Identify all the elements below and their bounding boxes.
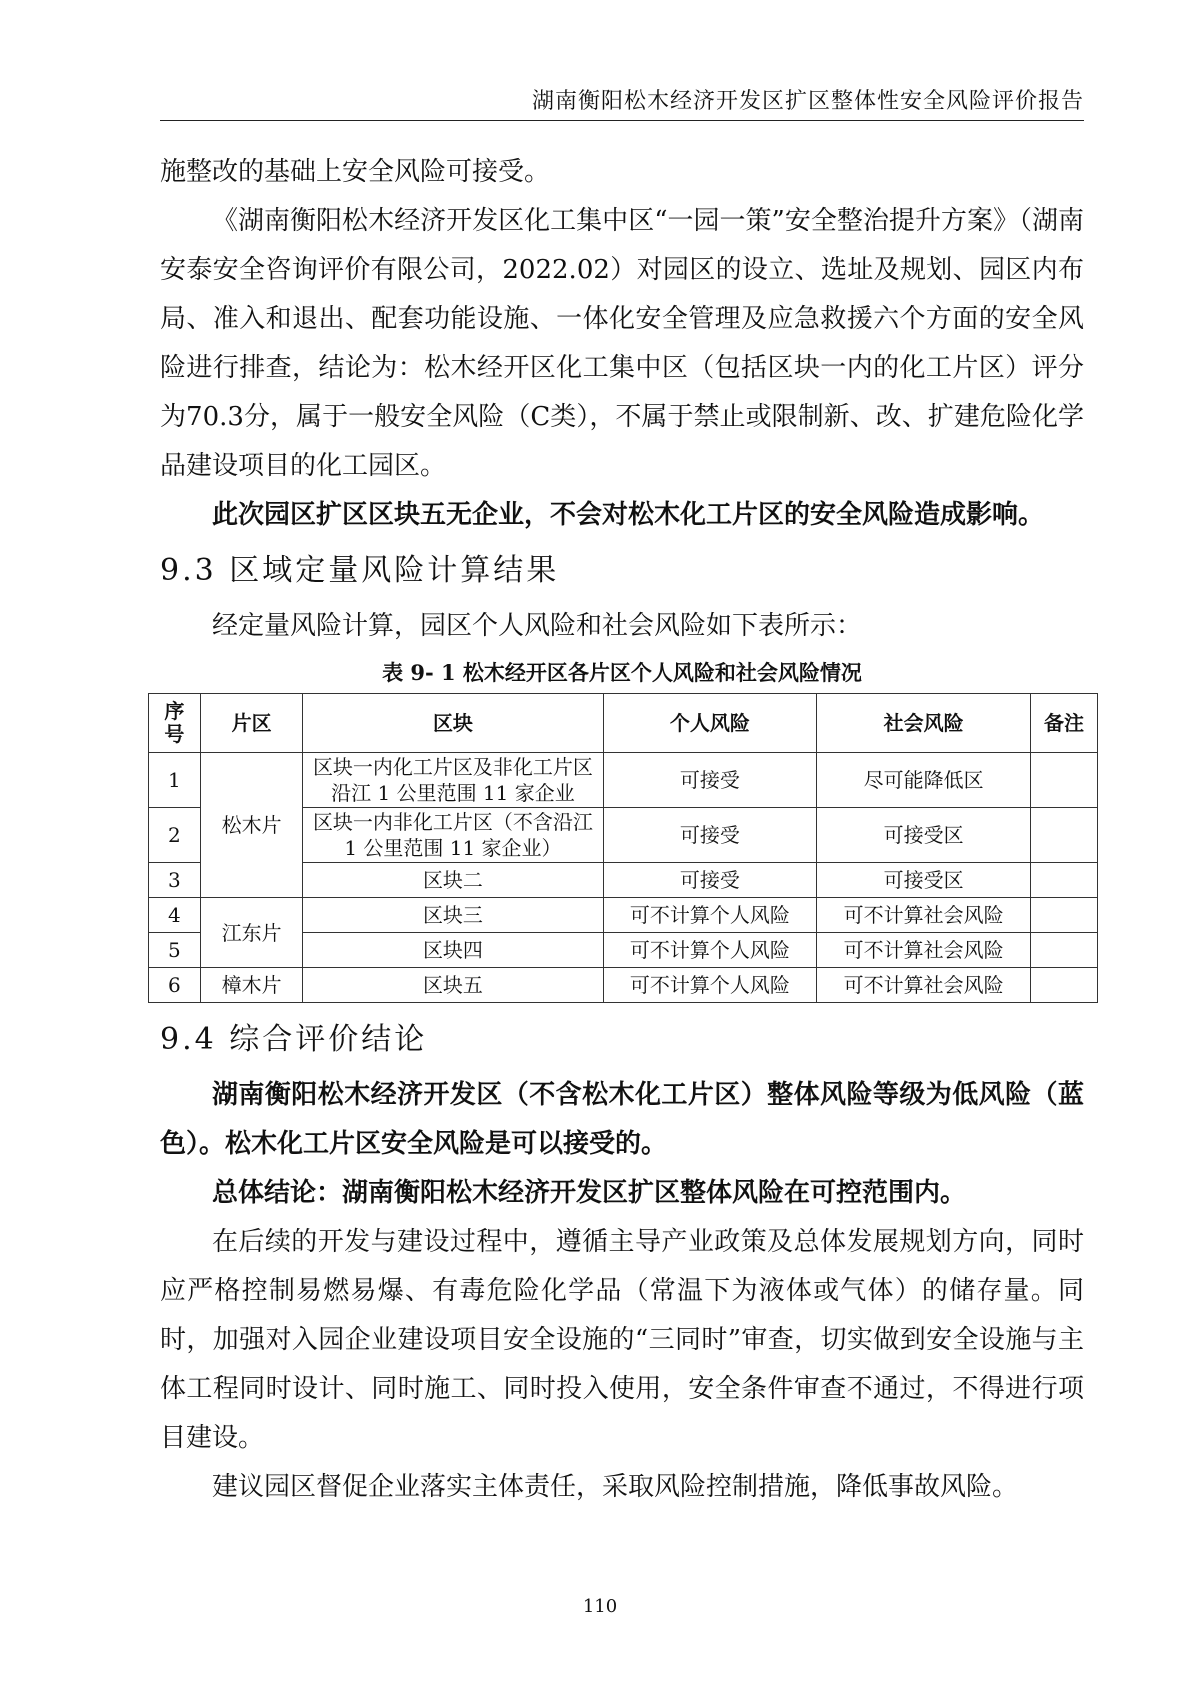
cell-seq: 3 [149, 863, 201, 898]
cell-social-risk: 可接受区 [817, 863, 1031, 898]
cell-individual-risk: 可接受 [603, 753, 817, 808]
cell-remark [1031, 753, 1098, 808]
cell-zone: 松木片 [200, 753, 303, 898]
cell-individual-risk: 可接受 [603, 863, 817, 898]
paragraph-risk-level: 湖南衡阳松木经济开发区（不含松木化工片区）整体风险等级为低风险（蓝色）。松木化工片区安全风险是可以接受的。 [160, 1080, 1084, 1159]
cell-social-risk: 可不计算社会风险 [817, 968, 1031, 1003]
cell-individual-risk: 可不计算个人风险 [603, 968, 817, 1003]
cell-social-risk: 尽可能降低区 [817, 753, 1031, 808]
cell-seq: 2 [149, 808, 201, 863]
page-content [160, 148, 1084, 1512]
cell-block: 区块一内化工片区及非化工片区沿江 1 公里范围 11 家企业 [303, 753, 603, 808]
cell-social-risk: 可不计算社会风险 [817, 898, 1031, 933]
table-caption: 表 9- 1 松木经开区各片区个人风险和社会风险情况 [382, 660, 862, 685]
table-row [149, 968, 1098, 1003]
header-block: 区块 [303, 694, 603, 753]
section-heading-9-4: 9.4 综合评价结论 [160, 1022, 428, 1057]
paragraph-control-measures: 在后续的开发与建设过程中，遵循主导产业政策及总体发展规划方向，同时应严格控制易燃易爆、有毒危险化学品（常温下为液体或气体）的储存量。同时，加强对入园企业建设项目安全设施的“三同时”审查，切实做到安全设施与主体工程同时设计、同时施工、同时投入使用，安全条件审查不通过，不得进行项目建设。 [160, 1227, 1084, 1453]
header-rule [160, 120, 1084, 121]
cell-block: 区块三 [303, 898, 603, 933]
paragraph-overall-conclusion: 总体结论：湖南衡阳松木经济开发区扩区整体风险在可控范围内。 [212, 1178, 967, 1208]
cell-block: 区块四 [303, 933, 603, 968]
section-heading-9-3: 9.3 区域定量风险计算结果 [160, 553, 560, 588]
cell-social-risk: 可接受区 [817, 808, 1031, 863]
header-zone: 片区 [200, 694, 303, 753]
cell-seq: 4 [149, 898, 201, 933]
cell-individual-risk: 可不计算个人风险 [603, 933, 817, 968]
cell-block: 区块二 [303, 863, 603, 898]
cell-individual-risk: 可接受 [603, 808, 817, 863]
paragraph-plan-summary: 《湖南衡阳松木经济开发区化工集中区“一园一策”安全整治提升方案》（湖南安泰安全咨询评价有限公司，2022.02）对园区的设立、选址及规划、园区内布局、准入和退出、配套功能设施、一体化安全管理及应急救援六个方面的安全风险进行排查，结论为：松木经开区化工集中区（包括区块一内的化工片区）评分为70.3分，属于一般安全风险（C类），不属于禁止或限制新、改、扩建危险化学品建设项目的化工园区。 [160, 206, 1084, 481]
header-individual-risk: 个人风险 [603, 694, 817, 753]
header-social-risk: 社会风险 [817, 694, 1031, 753]
cell-social-risk: 可不计算社会风险 [817, 933, 1031, 968]
cell-remark [1031, 933, 1098, 968]
cell-seq: 5 [149, 933, 201, 968]
page-number: 110 [582, 1596, 618, 1617]
table-header-row [149, 694, 1098, 753]
header-seq: 序号 [149, 694, 201, 753]
cell-remark [1031, 898, 1098, 933]
cell-remark [1031, 968, 1098, 1003]
running-header: 湖南衡阳松木经济开发区扩区整体性安全风险评价报告 [531, 89, 1084, 114]
paragraph-block-five-note: 此次园区扩区区块五无企业，不会对松木化工片区的安全风险造成影响。 [212, 500, 1045, 530]
table-row [149, 898, 1098, 933]
cell-zone: 樟木片 [200, 968, 303, 1003]
cell-zone: 江东片 [200, 898, 303, 968]
table-row [149, 753, 1098, 808]
cell-remark [1031, 808, 1098, 863]
cell-remark [1031, 863, 1098, 898]
header-remark: 备注 [1031, 694, 1098, 753]
cell-seq: 6 [149, 968, 201, 1003]
paragraph-recommendation: 建议园区督促企业落实主体责任，采取风险控制措施，降低事故风险。 [212, 1472, 1019, 1502]
cell-seq: 1 [149, 753, 201, 808]
paragraph-continuation: 施整改的基础上安全风险可接受。 [160, 157, 551, 187]
cell-block: 区块一内非化工片区（不含沿江 1 公里范围 11 家企业） [303, 808, 603, 863]
risk-table [148, 693, 1098, 1003]
cell-individual-risk: 可不计算个人风险 [603, 898, 817, 933]
paragraph-table-intro: 经定量风险计算，园区个人风险和社会风险如下表所示： [212, 611, 863, 641]
cell-block: 区块五 [303, 968, 603, 1003]
